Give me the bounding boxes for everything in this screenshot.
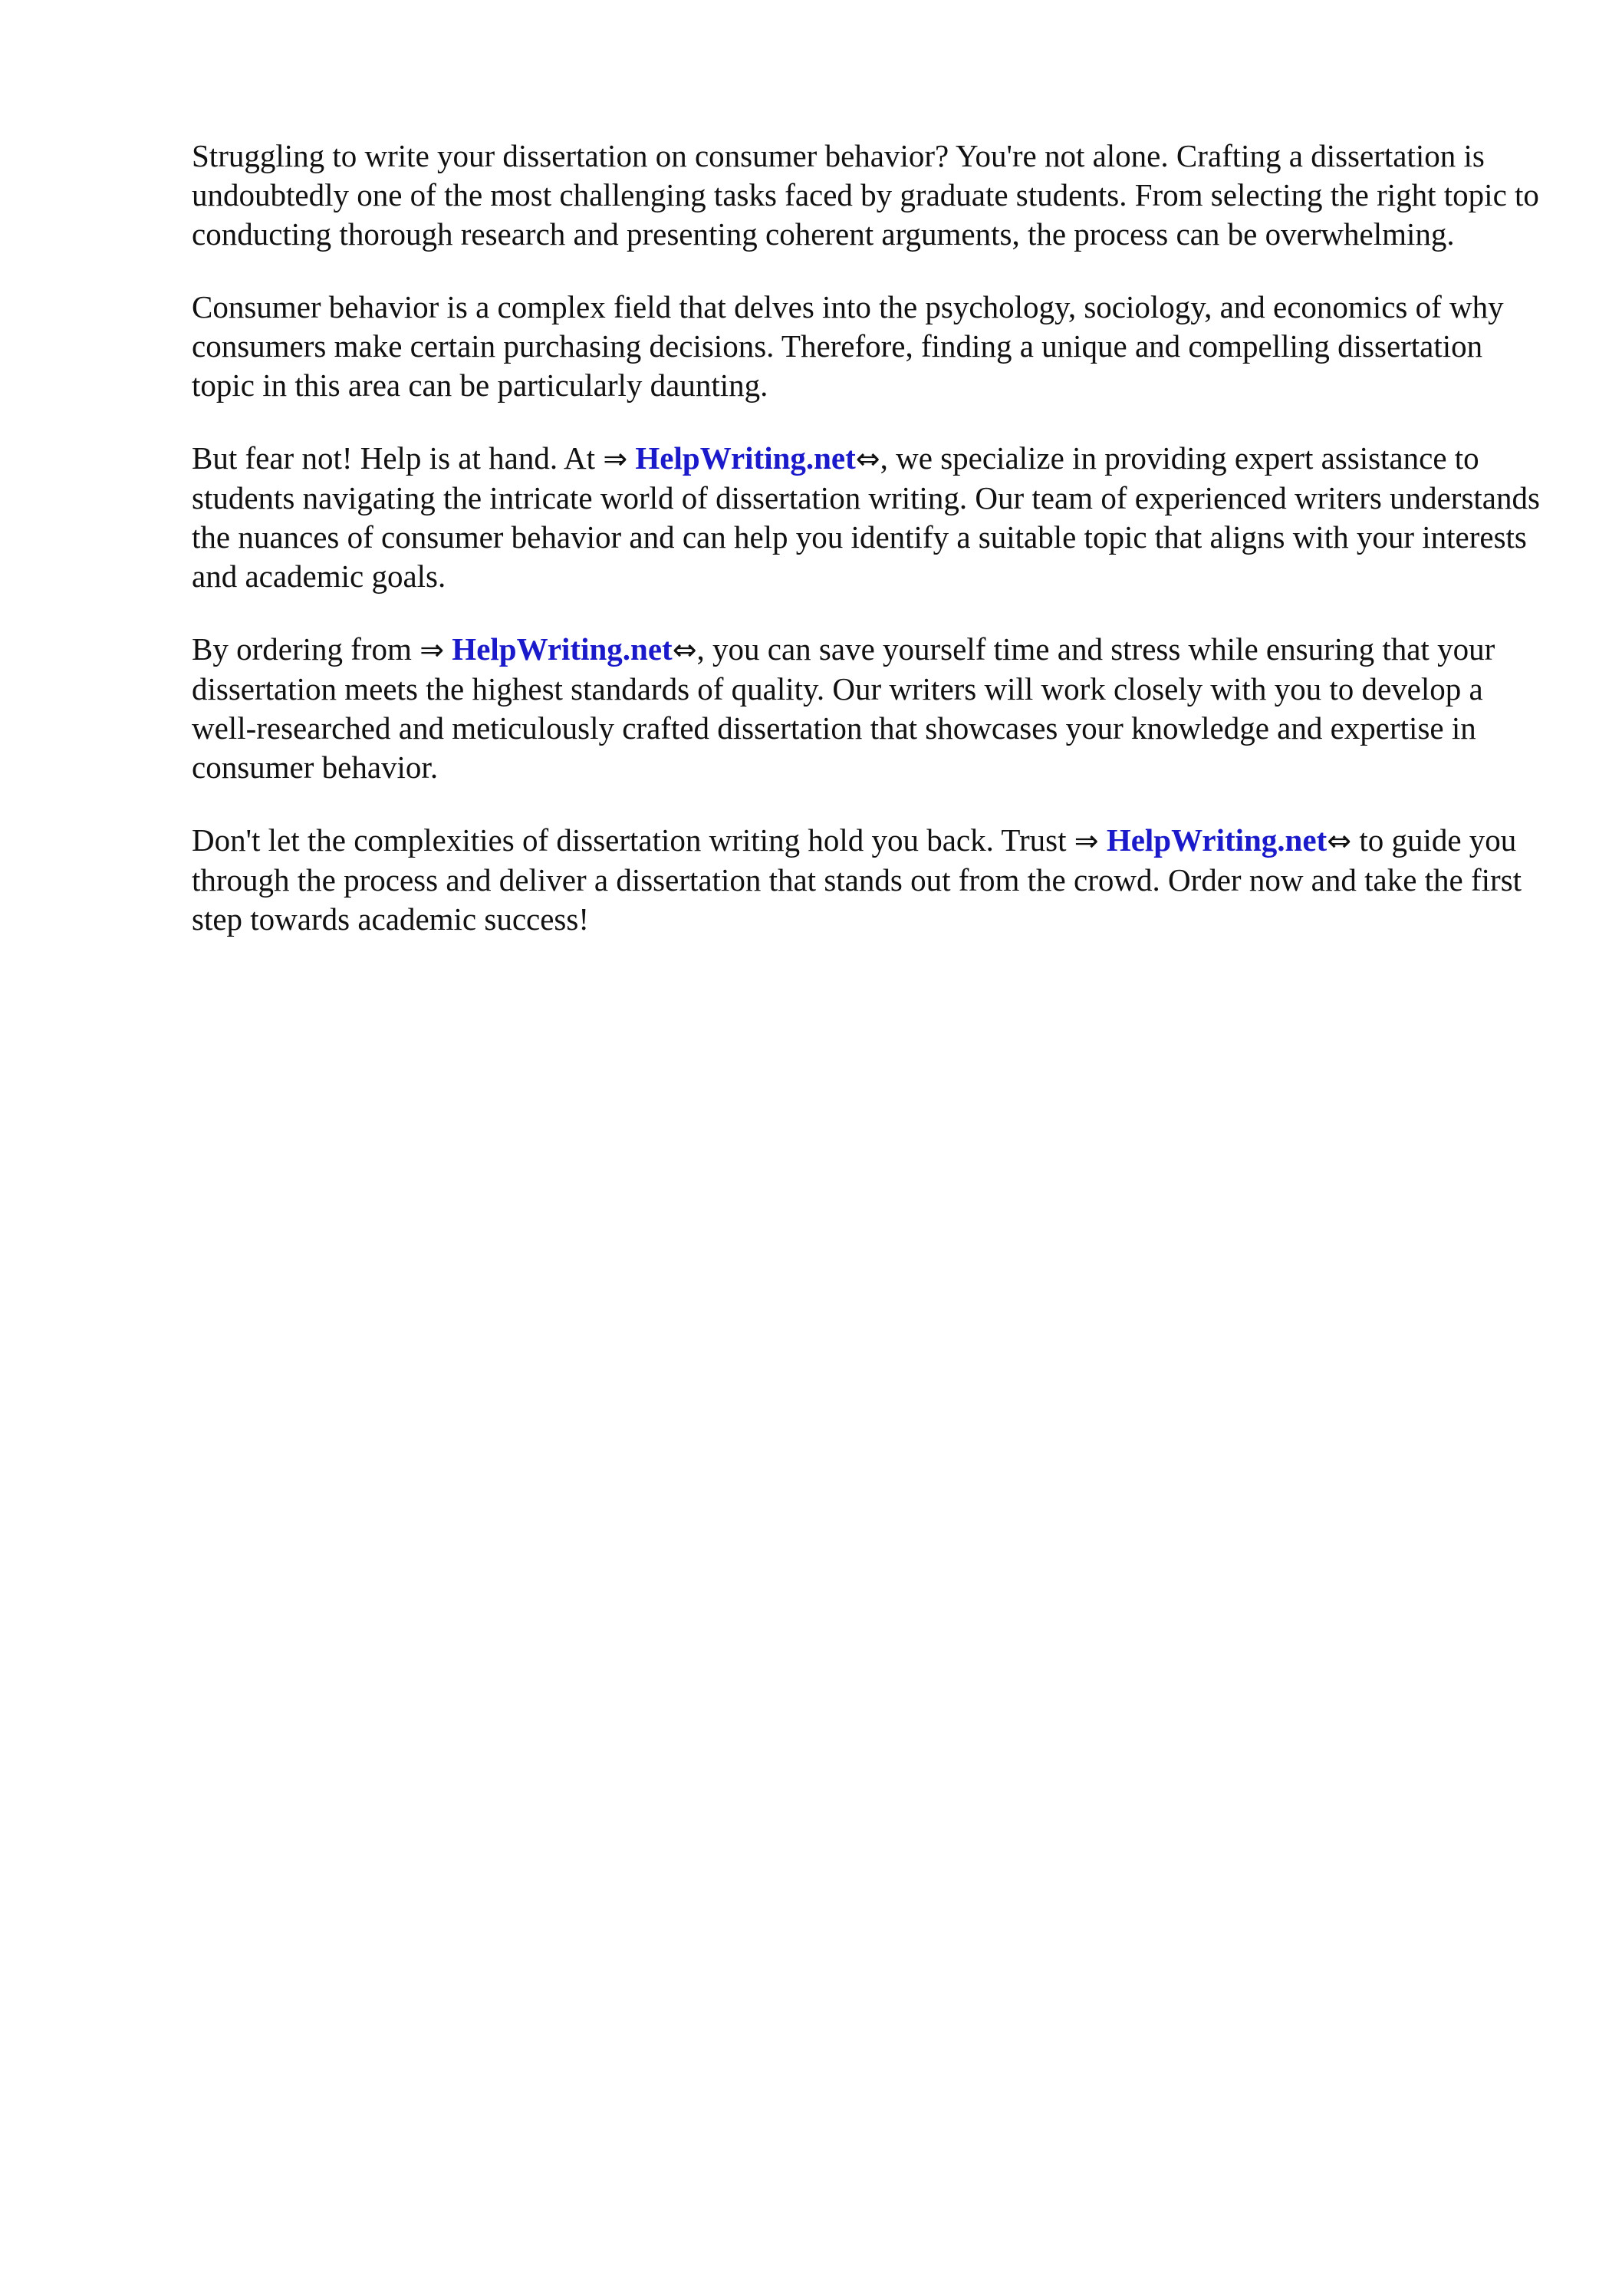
paragraph-ordering-lead: By ordering from [192, 631, 420, 667]
paragraph-help-at-hand-rest: , we specialize in providing expert assistance to students navigating the intricate world of dissertation writing. Our team of experienced writers understands the nuances of consumer behavior and can help you identify a suitable topic that aligns with your interests and academic goals. [192, 440, 1540, 594]
paragraph-ordering-rest: , you can save yourself time and stress while ensuring that your dissertation meets the highest standards of quality. Our writers will work closely with you to develop a well-researched and meticulously crafted dissertation that showcases your knowledge and expertise in consumer behavior. [192, 631, 1495, 785]
helpwriting-link[interactable]: HelpWriting.net [452, 631, 673, 667]
helpwriting-link[interactable]: HelpWriting.net [1106, 822, 1328, 858]
arrow-right-icon: ⇒ [1074, 824, 1099, 858]
paragraph-call-to-action-rest: to guide you through the process and deliver a dissertation that stands out from the crowd. Order now and take the first step towards academic success! [192, 822, 1522, 937]
paragraph-consumer-behavior-text: Consumer behavior is a complex field that delves into the psychology, sociology, and economics of why consumers make certain purchasing decisions. Therefore, finding a unique and compelling dissertation topic in this area can be particularly daunting. [192, 289, 1504, 403]
arrow-right-icon: ⇒ [419, 633, 445, 667]
paragraph-call-to-action-lead: Don't let the complexities of dissertation writing hold you back. Trust [192, 822, 1074, 858]
paragraph-ordering [192, 630, 1541, 787]
paragraph-intro [192, 137, 1541, 254]
arrow-both-icon: ⇔ [855, 442, 880, 476]
arrow-right-icon: ⇒ [603, 442, 628, 476]
paragraph-consumer-behavior [192, 288, 1541, 405]
paragraph-help-at-hand [192, 439, 1541, 596]
arrow-both-icon: ⇔ [1327, 824, 1352, 858]
paragraph-intro-text: Struggling to write your dissertation on consumer behavior? You're not alone. Crafting a dissertation is undoubtedly one of the most challenging tasks faced by graduate students. From selecting the right topic to conducting thorough research and presenting coherent arguments, the process can be overwhelming. [192, 138, 1539, 252]
helpwriting-link[interactable]: HelpWriting.net [635, 440, 856, 476]
paragraph-call-to-action [192, 821, 1541, 939]
paragraph-help-at-hand-lead: But fear not! Help is at hand. At [192, 440, 604, 476]
arrow-both-icon: ⇔ [672, 633, 697, 667]
document-body [192, 137, 1541, 973]
